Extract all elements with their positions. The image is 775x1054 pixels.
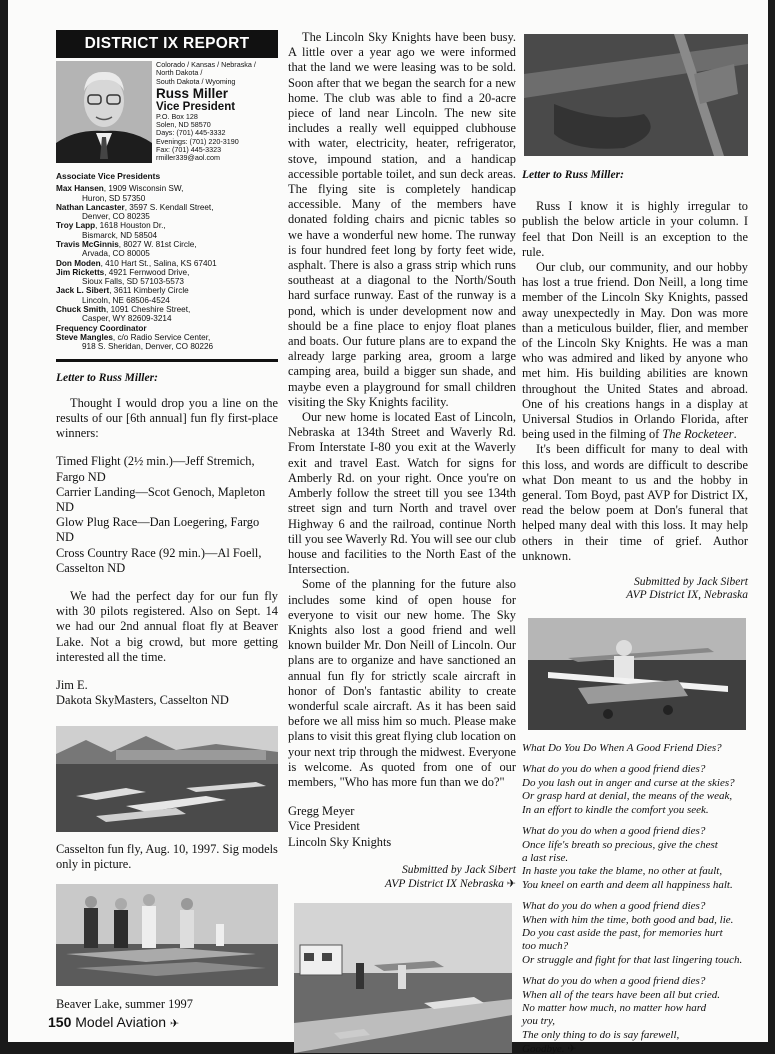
letter-heading: Letter to Russ Miller: [56, 371, 158, 384]
submitted-role: AVP District IX, Nebraska [626, 589, 748, 602]
airplane-icon: ✈ [169, 1017, 180, 1030]
submitted-by: Submitted by Jack Sibert [633, 576, 748, 589]
article-paragraph: Some of the planning for the future also includes some kind of open house for everyone to visit our new home. The Sky Knights also lost a good friend and well known builder Mr. Don Neill of Lincoln. Our plans are to organize and have sanctioned an annual fun fly for strictly scale aircraft in honor of Don's fantastic ability to create wonderful scale aircraft. As it has been said before we all miss him so much. Please make plans to visit this great flying club location on your next trip through the midwest. Everyone is welcome. As quoted from one of our members, "Who has more fun than we do?" [288, 577, 516, 789]
avp-entry: Max Hansen, 1909 Wisconsin SW, Huron, SD 57350 [56, 184, 184, 203]
letter-paragraph: Our club, our community, and our hobby has lost a true friend. Don Neill, a long time member of the Lincoln Sky Knights, passed away unexpectedly in May. Don was more than a meticulous builder, flier, and member of the Lincoln Sky Knights. He was a man who was admired and liked by anyone who met him. His building abilities are known throughout the United States and abroad. One of his creations hangs in a display at Universal Studios in Orlando Florida, after being used in the filming of The Rocketeer. [522, 260, 748, 442]
avp-entry: Don Moden, 410 Hart St., Salina, KS 67401 [56, 258, 217, 268]
winner-line: Carrier Landing—Scot Genoch, Mapleton ND [56, 484, 266, 514]
avp-entry: Troy Lapp, 1618 Houston Dr., Bismarck, ND 58504 [56, 221, 166, 240]
fun-fly-illustration [56, 726, 278, 832]
divider-rule [56, 359, 278, 362]
avp-entry: Travis McGinnis, 8027 W. 81st Circle, Arvada, CO 80005 [56, 239, 197, 259]
magazine-title: Model Aviation [75, 1014, 167, 1030]
portrait-illustration [56, 61, 152, 163]
letter-signature-club: Dakota SkyMasters, Casselton ND [56, 693, 229, 708]
airplane-icon: ✈ [506, 876, 516, 890]
contact-line: Solen, ND 58570 [156, 120, 211, 130]
states-line-3: South Dakota / Wyoming [156, 76, 236, 86]
beaver-lake-photo [56, 884, 278, 986]
photo-caption: Beaver Lake, summer 1997 [56, 997, 193, 1012]
aerial-illustration [524, 34, 748, 156]
contact-line: Fax: (701) 445-3323 [156, 145, 222, 155]
film-title: The Rocketeer [662, 427, 734, 442]
freq-entry: Steve Mangles, c/o Radio Service Center, 918 S. Sheridan, Denver, CO 80226 [56, 332, 214, 352]
submitted-by: Submitted by Jack Sibert [401, 863, 516, 876]
vp-contact-info [156, 61, 256, 163]
scale-aircraft-photo [528, 618, 746, 730]
poem-title: What Do You Do When A Good Friend Dies? [522, 742, 722, 755]
submitted-role: AVP District IX Nebraska ✈ [384, 876, 516, 890]
poem-stanza: What do you do when a good friend dies? When with him the time, both good and bad, lie. Do you cast aside the past, for memories hurt too much? Or struggle and fight for that last lingering touch. [522, 900, 743, 966]
article-paragraph: The Lincoln Sky Knights have been busy. A little over a year ago we were informed that the land we were leasing was to be sold. Soon after that we began the search for a new home. The club was able to find a 20-acre piece of land near Lincoln. The new site includes a really well equipped clubhouse with water, electricity, heater, refrigerator, stove, impound station, and a handicap accessible portable toilet, and sun deck areas. The flying site is completely handicap accessible. Many of the members have donated folding chairs and picnic tables so we have a wonderful new home. The runway is four hundred feet long by forty feet wide, asphalt. There is also a grass strip which runs southeast at a diagonal to the North/South hard surface runway. East of the runway is a pond, which is under development now and should be a fine place to enjoy float planes and boats. Our future plans are to expand the already large parking area, groom a large camping area, build a bigger sun shade, and maybe even a playground for small children visiting the Sky Knights facility. [288, 30, 516, 409]
winner-line: Timed Flight (2½ min.)—Jeff Stremich, Fargo ND [56, 454, 255, 484]
column-middle [288, 30, 516, 1053]
poem-stanza: What do you do when a good friend dies? When all of the tears have been all but cried. No matter how much, no matter how hard you try, The only thing to do is say farewell, Goodbye. ✈ [522, 975, 720, 1054]
letter-paragraph: It's been difficult for many to deal with this loss, and words are difficult to describe what Don meant to us and the hobby in general. Tom Boyd, past AVP for District IX, read the below poem at Don's funeral that helped many deal with this loss. It may help others in their time of grief. Author unknown. [522, 442, 748, 563]
states-line-2: North Dakota / [156, 68, 203, 78]
vp-name: Russ Miller [156, 85, 229, 101]
aerial-site-photo [524, 34, 748, 156]
avp-heading: Associate Vice Presidents [56, 171, 161, 181]
avp-entry: Jim Ricketts, 4921 Fernwood Drive, Sioux Falls, SD 57103-5573 [56, 267, 190, 287]
magazine-page [8, 0, 768, 1054]
signature-title: Vice President [288, 819, 360, 834]
page-number: 150 [48, 1014, 72, 1030]
article-paragraph: Our new home is located East of Lincoln, Nebraska at 134th Street and Waverly Rd. From Interstate I-80 you exit at the Waverly exit and travel East. Watch for signs for Amberly Rd. on your right. Once you're on Amberly follow the street till you see 134th street sign and turn North and travel over Highway 6 and the railroad, continue North till you see Waverly Rd. You will see our club house and facilities to the North East of the Intersection. [288, 410, 516, 577]
letter-paragraph: Russ I know it is highly irregular to publish the below article in your column. I feel that Don Neill is an exception to the rule. [522, 199, 748, 259]
photo-caption: Casselton fun fly, Aug. 10, 1997. Sig models only in picture. [56, 842, 278, 872]
letter-body: We had the perfect day for our fun fly with 30 pilots registered. Also on Sept. 14 we had our 2nd annual float fly at Beaver Lake. Not a big crowd, but more getting interested all the time. [56, 588, 278, 664]
contact-line: P.O. Box 128 [156, 111, 198, 121]
flying-site-illustration [294, 903, 512, 1053]
poem-stanza: What do you do when a good friend dies? Once life's breath so precious, give the chest a last rise. In haste you take the blame, no other at fault, You kneel on earth and deem all happiness halt. [522, 825, 733, 891]
column-left [56, 30, 278, 1012]
avp-entry: Jack L. Sibert, 3611 Kimberly Circle Lincoln, NE 68506-4524 [56, 286, 189, 305]
contact-line: Days: (701) 445-3332 [156, 128, 226, 138]
flying-site-photo [294, 903, 512, 1053]
avp-entry: Nathan Lancaster, 3597 S. Kendall Street, Denver, CO 80235 [56, 202, 214, 222]
letter-signature-name: Jim E. [56, 678, 88, 692]
avp-list [56, 184, 278, 351]
scale-aircraft-illustration [528, 618, 746, 730]
letter-intro: Thought I would drop you a line on the results of our [6th annual] fun fly first-place winners: [56, 395, 278, 441]
airplane-icon: ✈ [567, 1042, 577, 1054]
casselton-fun-fly-photo [56, 726, 278, 832]
freq-heading: Frequency Coordinator [56, 323, 147, 333]
beaver-lake-illustration [56, 884, 278, 986]
column-right [522, 30, 748, 1054]
vp-portrait-photo [56, 61, 152, 163]
avp-entry: Chuck Smith, 1091 Cheshire Street, Casper, WY 82609-3214 [56, 305, 191, 324]
district-banner: DISTRICT IX REPORT [56, 30, 278, 58]
winner-line: Glow Plug Race—Dan Loegering, Fargo ND [56, 515, 260, 545]
signature-name: Gregg Meyer [288, 804, 355, 819]
letter-heading: Letter to Russ Miller: [522, 169, 624, 181]
states-line-1: Colorado / Kansas / Nebraska / [156, 60, 256, 69]
winner-line: Cross Country Race (92 min.)—Al Foell, Casselton ND [56, 545, 262, 575]
poem [522, 742, 748, 1054]
vp-title: Vice President [156, 100, 236, 113]
poem-stanza: What do you do when a good friend dies? Do you lash out in anger and curse at the skies? Or grasp hard at denial, the means of the weak, In an effort to kindle the comfort you seek. [522, 763, 735, 816]
contact-email: rmiller339@aol.com [156, 153, 221, 163]
vp-block [56, 61, 278, 163]
signature-club: Lincoln Sky Knights [288, 834, 392, 849]
contact-line: Evenings: (701) 220-3190 [156, 136, 239, 146]
page-footer [48, 1014, 179, 1030]
